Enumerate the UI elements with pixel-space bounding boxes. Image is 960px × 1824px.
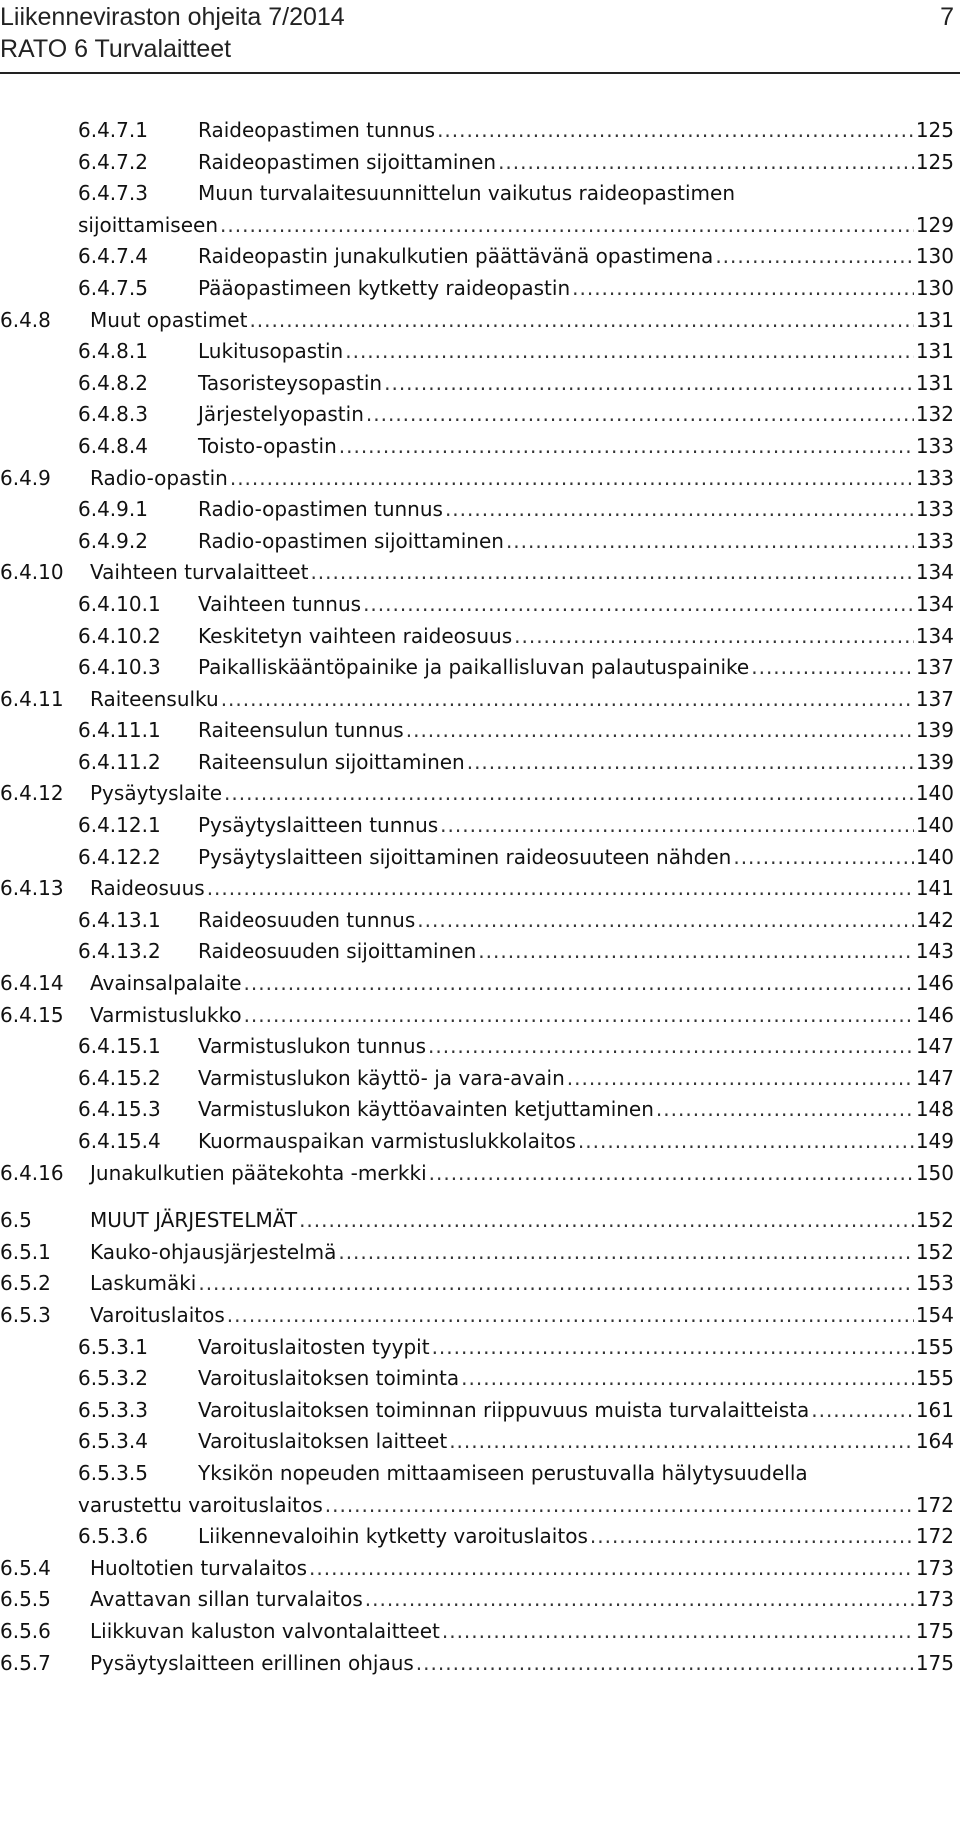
toc-entry[interactable] (0, 525, 960, 557)
toc-entry-line (90, 304, 954, 336)
toc-entry-number: 6.4.8.2 (78, 370, 148, 395)
toc-entry-title: Kauko-ohjausjärjestelmä (90, 1239, 337, 1264)
toc-entry-page: 130 (915, 244, 954, 269)
toc-entry-title: Raiteensulun tunnus (198, 718, 404, 743)
toc-entry[interactable] (0, 272, 960, 304)
toc-entry[interactable] (0, 683, 960, 715)
toc-entry-number: 6.5.5 (0, 1587, 51, 1612)
toc-entry-title: Keskitetyn vaihteen raideosuus (198, 623, 513, 648)
toc-dot-leader (339, 430, 914, 462)
toc-entry-line (198, 1520, 954, 1552)
toc-entry[interactable] (0, 872, 960, 904)
toc-dot-leader (811, 1394, 914, 1426)
toc-dot-leader (230, 462, 914, 494)
toc-entry-page: 173 (915, 1555, 954, 1580)
toc-entry-page: 148 (915, 1097, 954, 1122)
toc-entry-page: 133 (915, 465, 954, 490)
toc-entry-title: Varmistuslukon käyttö- ja vara-avain (198, 1065, 565, 1090)
toc-entry-line (90, 556, 954, 588)
toc-entry[interactable] (0, 1030, 960, 1062)
toc-entry-number: 6.4.10.3 (78, 655, 161, 680)
toc-entry-line (198, 525, 954, 557)
toc-entry-title: Radio-opastimen tunnus (198, 497, 443, 522)
toc-entry-title: Raiteensulun sijoittaminen (198, 749, 465, 774)
toc-entry-page: 130 (915, 275, 954, 300)
toc-entry-title: Kuormauspaikan varmistuslukkolaitos (198, 1129, 576, 1153)
toc-entry-line (198, 240, 954, 272)
toc-entry-line (198, 177, 954, 209)
toc-entry-line (90, 1552, 954, 1584)
toc-entry-page: 154 (915, 1302, 954, 1327)
toc-entry[interactable] (0, 1647, 960, 1679)
toc-entry-title: Avattavan sillan turvalaitos (90, 1587, 363, 1612)
toc-dot-leader (478, 935, 914, 967)
toc-entry-title: Raideopastin junakulkutien päättävänä opastimena (198, 244, 714, 269)
toc-entry-line (198, 746, 954, 778)
toc-entry[interactable] (0, 841, 960, 873)
toc-entry-page: 152 (915, 1208, 954, 1233)
toc-entry-number: 6.4.8.3 (78, 402, 148, 427)
toc-entry-page: 133 (915, 528, 954, 553)
toc-entry-title: Varmistuslukon tunnus (198, 1034, 426, 1059)
toc-entry[interactable] (0, 1331, 960, 1363)
toc-entry-number: 6.5.2 (0, 1271, 51, 1296)
toc-entry[interactable] (0, 430, 960, 462)
toc-entry-line (78, 209, 954, 241)
toc-entry-title: Varmistuslukko (90, 1002, 242, 1027)
toc-entry-number: 6.4.7.1 (78, 118, 148, 142)
toc-entry[interactable] (0, 209, 960, 241)
toc-entry[interactable] (0, 398, 960, 430)
toc-entry-page: 131 (915, 370, 954, 395)
toc-entry-number: 6.4.15.4 (78, 1129, 161, 1153)
toc-entry[interactable] (0, 1425, 960, 1457)
toc-dot-leader (249, 304, 913, 336)
toc-entry-line (90, 777, 954, 809)
toc-entry[interactable] (0, 935, 960, 967)
toc-entry[interactable] (0, 1489, 960, 1521)
toc-entry-line (90, 872, 954, 904)
toc-entry-title: Raideosuuden tunnus (198, 907, 416, 932)
toc-entry-number: 6.4.9.1 (78, 497, 148, 522)
toc-dot-leader (338, 1236, 913, 1268)
toc-entry-page: 137 (915, 686, 954, 711)
toc-entry-page: 125 (915, 149, 954, 174)
publication-title: Liikenneviraston ohjeita 7/2014 (0, 3, 345, 31)
toc-entry-line (198, 588, 954, 620)
toc-entry[interactable] (0, 809, 960, 841)
toc-entry-line (90, 1647, 954, 1679)
toc-entry-line (198, 714, 954, 746)
toc-dot-leader (467, 746, 914, 778)
toc-entry[interactable] (0, 1157, 960, 1189)
toc-entry[interactable] (0, 1394, 960, 1426)
toc-dot-leader (715, 240, 914, 272)
toc-entry-page: 139 (915, 718, 954, 743)
toc-dot-leader (428, 1030, 914, 1062)
toc-entry[interactable] (0, 620, 960, 652)
toc-entry-line (90, 1267, 954, 1299)
toc-dot-leader (207, 872, 914, 904)
toc-entry-page: 146 (915, 971, 954, 996)
toc-entry-line (198, 935, 954, 967)
toc-entry-title: Varoituslaitoksen laitteet (198, 1429, 448, 1454)
toc-dot-leader (432, 1331, 914, 1363)
toc-entry-title: Raideopastimen tunnus (198, 118, 436, 142)
toc-entry-page: 132 (915, 402, 954, 427)
toc-entry-page: 140 (915, 844, 954, 869)
toc-entry-page: 131 (915, 307, 954, 332)
toc-entry[interactable] (0, 1125, 960, 1157)
toc-entry-number: 6.4.11.2 (78, 749, 161, 774)
toc-entry-page: 172 (915, 1524, 954, 1549)
toc-entry[interactable] (0, 493, 960, 525)
toc-dot-leader (461, 1362, 914, 1394)
toc-entry-line (198, 841, 954, 873)
toc-entry[interactable] (0, 651, 960, 683)
toc-entry-title: Varoituslaitosten tyypit (198, 1334, 430, 1359)
toc-entry-title: Muun turvalaitesuunnittelun vaikutus raideopastimen (198, 181, 736, 206)
toc-entry-title: Pääopastimeen kytketty raideopastin (198, 275, 571, 300)
toc-entry-title: MUUT JÄRJESTELMÄT (90, 1208, 298, 1233)
toc-entry-number: 6.4.12.2 (78, 844, 161, 869)
toc-entry-line (198, 904, 954, 936)
toc-entry[interactable] (0, 746, 960, 778)
toc-dot-leader (416, 1647, 914, 1679)
toc-entry-title: Pysäytyslaitteen erillinen ohjaus (90, 1650, 414, 1675)
toc-entry-page: 125 (915, 118, 954, 142)
toc-entry[interactable] (0, 1062, 960, 1094)
toc-entry-page: 134 (915, 591, 954, 616)
toc-entry-line (198, 1093, 954, 1125)
toc-entry-title: Junakulkutien päätekohta -merkki (90, 1160, 427, 1185)
toc-entry-line (198, 114, 954, 146)
toc-entry-number: 6.4.12 (0, 781, 64, 806)
toc-entry-number: 6.4.7.4 (78, 244, 148, 269)
toc-entry-page: 147 (915, 1034, 954, 1059)
toc-entry-number: 6.5.6 (0, 1618, 51, 1643)
toc-entry-line (198, 335, 954, 367)
toc-entry-page: 172 (915, 1492, 954, 1517)
toc-entry-number: 6.4.14 (0, 971, 64, 996)
toc-entry[interactable] (0, 304, 960, 336)
toc-entry-number: 6.4.11.1 (78, 718, 161, 743)
toc-dot-leader (440, 809, 914, 841)
toc-entry-number: 6.4.9.2 (78, 528, 148, 553)
toc-entry-title: Vaihteen turvalaitteet (90, 560, 309, 585)
toc-entry-line (198, 1062, 954, 1094)
toc-dot-leader (299, 1204, 914, 1236)
toc-entry[interactable] (0, 146, 960, 178)
toc-entry[interactable] (0, 967, 960, 999)
toc-entry-title: Pysäytyslaite (90, 781, 223, 806)
table-of-contents (0, 114, 960, 1678)
toc-entry-line (90, 462, 954, 494)
toc-entry-number: 6.4.10.1 (78, 591, 161, 616)
toc-entry[interactable] (0, 1552, 960, 1584)
toc-dot-leader (437, 114, 914, 146)
toc-entry-number: 6.4.9 (0, 465, 51, 490)
toc-dot-leader (227, 1299, 914, 1331)
toc-entry[interactable] (0, 1267, 960, 1299)
toc-entry-line (90, 683, 954, 715)
toc-dot-leader (244, 967, 914, 999)
toc-entry-page: 139 (915, 749, 954, 774)
toc-entry-number: 6.4.12.1 (78, 813, 161, 838)
toc-dot-leader (442, 1615, 914, 1647)
toc-entry[interactable] (0, 240, 960, 272)
toc-entry-line (198, 398, 954, 430)
toc-entry-number: 6.4.13 (0, 876, 64, 901)
toc-dot-leader (345, 335, 914, 367)
toc-entry-page: 147 (915, 1065, 954, 1090)
toc-entry[interactable] (0, 1615, 960, 1647)
toc-entry-number: 6.4.10 (0, 560, 64, 585)
toc-entry-line (90, 1299, 954, 1331)
toc-dot-leader (366, 398, 914, 430)
toc-entry-line (198, 367, 954, 399)
toc-entry[interactable] (0, 367, 960, 399)
toc-entry-title: Pysäytyslaitteen tunnus (198, 813, 439, 838)
toc-entry-page: 131 (915, 339, 954, 364)
toc-entry-number: 6.4.15 (0, 1002, 64, 1027)
toc-entry-page: 150 (915, 1160, 954, 1185)
toc-entry-page: 153 (915, 1271, 954, 1296)
toc-dot-leader (221, 683, 914, 715)
page-header (0, 0, 960, 78)
toc-entry-title: Paikalliskääntöpainike ja paikallisluvan palautuspainike (198, 655, 750, 680)
toc-entry-number: 6.5.3 (0, 1302, 51, 1327)
toc-entry-title: Järjestelyopastin (198, 402, 364, 427)
toc-dot-leader (363, 588, 914, 620)
toc-entry-number: 6.5.7 (0, 1650, 51, 1675)
toc-entry-title: Yksikön nopeuden mittaamiseen perustuvalla hälytysuudella (198, 1460, 808, 1485)
toc-entry-number: 6.5.1 (0, 1239, 51, 1264)
toc-dot-leader (384, 367, 914, 399)
toc-entry-title: sijoittamiseen (78, 212, 219, 237)
toc-entry[interactable] (0, 1204, 960, 1236)
toc-entry-line (198, 651, 954, 683)
toc-entry[interactable] (0, 714, 960, 746)
page-number: 7 (940, 3, 954, 31)
toc-entry[interactable] (0, 462, 960, 494)
toc-entry-title: Radio-opastin (90, 465, 228, 490)
toc-entry-page: 175 (915, 1618, 954, 1643)
toc-entry-page: 140 (915, 781, 954, 806)
header-rule (0, 72, 960, 74)
toc-entry-number: 6.4.8.4 (78, 433, 148, 458)
toc-entry-title: Varoituslaitos (90, 1302, 225, 1327)
toc-entry-line (78, 1489, 954, 1521)
toc-entry-title: Varmistuslukon käyttöavainten ketjuttaminen (198, 1097, 654, 1122)
toc-entry-line (198, 620, 954, 652)
toc-entry-title: Lukitusopastin (198, 339, 344, 364)
toc-entry-line (198, 1331, 954, 1363)
toc-entry[interactable] (0, 1520, 960, 1552)
toc-entry-page: 134 (915, 560, 954, 585)
toc-entry-number: 6.5.3.4 (78, 1429, 148, 1454)
toc-entry-page: 146 (915, 1002, 954, 1027)
toc-entry-title: Radio-opastimen sijoittaminen (198, 528, 504, 553)
toc-entry-page: 142 (915, 907, 954, 932)
toc-dot-leader (417, 904, 914, 936)
toc-dot-leader (498, 146, 914, 178)
toc-dot-leader (224, 777, 914, 809)
toc-entry-line (90, 1236, 954, 1268)
toc-entry-page: 134 (915, 623, 954, 648)
toc-dot-leader (325, 1489, 914, 1521)
toc-entry[interactable] (0, 1093, 960, 1125)
toc-dot-leader (198, 1267, 913, 1299)
toc-dot-leader (365, 1583, 914, 1615)
toc-dot-leader (733, 841, 913, 873)
toc-dot-leader (244, 999, 914, 1031)
toc-entry-number: 6.4.8.1 (78, 339, 148, 364)
toc-entry-number: 6.4.13.1 (78, 907, 161, 932)
toc-dot-leader (449, 1425, 914, 1457)
toc-entry-page: 137 (915, 655, 954, 680)
toc-entry-line (198, 430, 954, 462)
toc-entry-title: Liikkuvan kaluston valvontalaitteet (90, 1618, 440, 1643)
toc-dot-leader (310, 556, 913, 588)
toc-entry[interactable] (0, 904, 960, 936)
toc-entry-title: Muut opastimet (90, 307, 248, 332)
toc-entry-title: Liikennevaloihin kytketty varoituslaitos (198, 1524, 588, 1549)
toc-entry-number: 6.5.3.3 (78, 1397, 148, 1422)
toc-entry-title: Avainsalpalaite (90, 971, 242, 996)
toc-entry-line (198, 272, 954, 304)
toc-entry[interactable] (0, 777, 960, 809)
toc-entry-page: 161 (915, 1397, 954, 1422)
toc-dot-leader (656, 1093, 914, 1125)
toc-dot-leader (572, 272, 914, 304)
toc-entry-title: Raideosuus (90, 876, 205, 901)
toc-entry[interactable] (0, 1457, 960, 1489)
toc-entry-title: Varoituslaitoksen toiminnan riippuvuus muista turvalaitteista (198, 1397, 810, 1422)
toc-entry-line (198, 146, 954, 178)
toc-entry[interactable] (0, 1583, 960, 1615)
toc-entry[interactable] (0, 1299, 960, 1331)
toc-dot-leader (578, 1125, 914, 1157)
toc-entry-number: 6.4.10.2 (78, 623, 161, 648)
toc-entry-page: 141 (915, 876, 954, 901)
toc-entry-title: Tasoristeysopastin (198, 370, 383, 395)
toc-entry-number: 6.4.15.1 (78, 1034, 161, 1059)
toc-entry-number: 6.4.7.5 (78, 275, 148, 300)
toc-entry-line (198, 1394, 954, 1426)
toc-entry-number: 6.4.7.2 (78, 149, 148, 174)
toc-entry[interactable] (0, 1236, 960, 1268)
toc-entry-number: 6.4.15.2 (78, 1065, 161, 1090)
document-title: RATO 6 Turvalaitteet (0, 35, 232, 63)
toc-entry-number: 6.4.13.2 (78, 939, 161, 964)
toc-entry-page: 133 (915, 497, 954, 522)
toc-entry-line (90, 1583, 954, 1615)
toc-entry-line (90, 1204, 954, 1236)
toc-entry-title: Varoituslaitoksen toiminta (198, 1366, 460, 1391)
toc-dot-leader (751, 651, 914, 683)
toc-entry-page: 164 (915, 1429, 954, 1454)
toc-dot-leader (445, 493, 914, 525)
toc-dot-leader (406, 714, 914, 746)
toc-entry[interactable] (0, 1362, 960, 1394)
toc-entry-page: 140 (915, 813, 954, 838)
toc-entry[interactable] (0, 999, 960, 1031)
toc-entry-page: 173 (915, 1587, 954, 1612)
toc-entry-number: 6.5 (0, 1208, 32, 1233)
toc-entry-number: 6.5.3.2 (78, 1366, 148, 1391)
toc-dot-leader (590, 1520, 914, 1552)
toc-entry-page: 129 (915, 212, 954, 237)
toc-entry-page: 155 (915, 1366, 954, 1391)
toc-entry-page: 155 (915, 1334, 954, 1359)
toc-entry-title: Raiteensulku (90, 686, 219, 711)
toc-entry-number: 6.4.7.3 (78, 181, 148, 206)
toc-entry-line (90, 1615, 954, 1647)
toc-entry-number: 6.5.4 (0, 1555, 51, 1580)
toc-entry-title: Toisto-opastin (198, 433, 337, 458)
toc-dot-leader (429, 1157, 914, 1189)
toc-entry-number: 6.4.16 (0, 1160, 64, 1185)
toc-dot-leader (567, 1062, 914, 1094)
toc-dot-leader (514, 620, 914, 652)
toc-entry-line (198, 1457, 954, 1489)
toc-entry-title: Raideopastimen sijoittaminen (198, 149, 497, 174)
toc-entry-line (198, 1125, 954, 1157)
toc-entry-page: 143 (915, 939, 954, 964)
toc-entry-page: 152 (915, 1239, 954, 1264)
toc-entry[interactable] (0, 177, 960, 209)
toc-entry-title: Raideosuuden sijoittaminen (198, 939, 477, 964)
toc-entry-title: Laskumäki (90, 1271, 197, 1296)
toc-entry-number: 6.4.8 (0, 307, 51, 332)
toc-entry-title: Pysäytyslaitteen sijoittaminen raideosuuteen nähden (198, 844, 732, 869)
toc-entry[interactable] (0, 114, 960, 146)
toc-entry-title: Huoltotien turvalaitos (90, 1555, 308, 1580)
toc-entry-line (198, 1425, 954, 1457)
toc-entry-title: varustettu varoituslaitos (78, 1492, 323, 1517)
toc-entry-line (90, 1157, 954, 1189)
toc-entry[interactable] (0, 588, 960, 620)
toc-entry-number: 6.4.11 (0, 686, 64, 711)
toc-entry-page: 175 (915, 1650, 954, 1675)
toc-entry-line (90, 967, 954, 999)
toc-entry-line (198, 1362, 954, 1394)
toc-entry[interactable] (0, 335, 960, 367)
toc-entry-number: 6.5.3.6 (78, 1524, 148, 1549)
toc-entry[interactable] (0, 556, 960, 588)
toc-entry-number: 6.5.3.5 (78, 1460, 148, 1485)
toc-entry-line (198, 493, 954, 525)
toc-dot-leader (506, 525, 914, 557)
toc-entry-page: 133 (915, 433, 954, 458)
toc-dot-leader (309, 1552, 914, 1584)
toc-entry-line (198, 809, 954, 841)
toc-entry-line (90, 999, 954, 1031)
toc-entry-page: 149 (915, 1129, 954, 1153)
toc-entry-number: 6.4.15.3 (78, 1097, 161, 1122)
toc-dot-leader (220, 209, 914, 241)
toc-entry-number: 6.5.3.1 (78, 1334, 148, 1359)
toc-entry-title: Vaihteen tunnus (198, 591, 362, 616)
toc-entry-line (198, 1030, 954, 1062)
